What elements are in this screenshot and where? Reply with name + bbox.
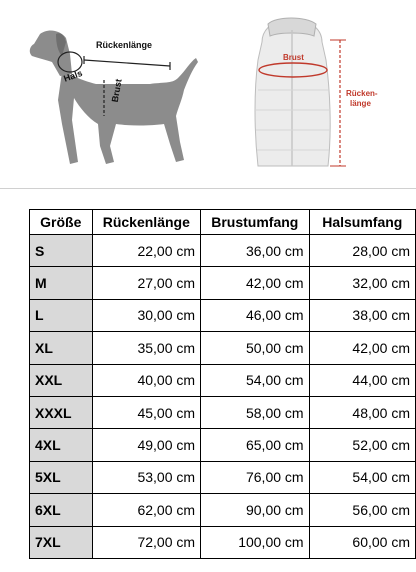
table-row: [30, 299, 416, 331]
neck-cell: 60,00 cm: [309, 526, 415, 558]
chest-cell: 46,00 cm: [201, 299, 310, 331]
table-row: [30, 332, 416, 364]
chest-cell: 42,00 cm: [201, 267, 310, 299]
size-cell: XXL: [30, 364, 93, 396]
back-cell: 45,00 cm: [92, 396, 201, 428]
measurement-illustration: [0, 0, 416, 190]
dog-label-neck: Hals: [62, 67, 84, 84]
size-cell: XL: [30, 332, 93, 364]
neck-cell: 48,00 cm: [309, 396, 415, 428]
size-cell: 6XL: [30, 494, 93, 526]
table-row: [30, 364, 416, 396]
neck-cell: 52,00 cm: [309, 429, 415, 461]
table-row: [30, 494, 416, 526]
header-size: Größe: [30, 210, 93, 235]
size-cell: XXXL: [30, 396, 93, 428]
size-cell: 7XL: [30, 526, 93, 558]
chest-cell: 58,00 cm: [201, 396, 310, 428]
chest-cell: 54,00 cm: [201, 364, 310, 396]
coat-label-chest: Brust: [283, 53, 304, 62]
table-row: [30, 429, 416, 461]
back-cell: 72,00 cm: [92, 526, 201, 558]
size-table: [29, 209, 416, 559]
back-cell: 53,00 cm: [92, 461, 201, 493]
chest-cell: 100,00 cm: [201, 526, 310, 558]
neck-cell: 54,00 cm: [309, 461, 415, 493]
neck-cell: 42,00 cm: [309, 332, 415, 364]
back-cell: 22,00 cm: [92, 235, 201, 267]
back-cell: 27,00 cm: [92, 267, 201, 299]
size-cell: M: [30, 267, 93, 299]
back-cell: 35,00 cm: [92, 332, 201, 364]
table-header-row: [30, 210, 416, 235]
table-row: [30, 396, 416, 428]
header-chest: Brustumfang: [201, 210, 310, 235]
table-row: [30, 235, 416, 267]
size-cell: 5XL: [30, 461, 93, 493]
size-cell: S: [30, 235, 93, 267]
chest-cell: 90,00 cm: [201, 494, 310, 526]
coat-label-back-2: länge: [350, 99, 371, 108]
table-row: [30, 526, 416, 558]
size-cell: L: [30, 299, 93, 331]
neck-cell: 38,00 cm: [309, 299, 415, 331]
chest-cell: 76,00 cm: [201, 461, 310, 493]
chest-cell: 36,00 cm: [201, 235, 310, 267]
chest-cell: 50,00 cm: [201, 332, 310, 364]
coat-illustration: [255, 18, 346, 166]
section-divider: [0, 188, 416, 189]
size-cell: 4XL: [30, 429, 93, 461]
chest-cell: 65,00 cm: [201, 429, 310, 461]
header-back-length: Rückenlänge: [92, 210, 201, 235]
neck-cell: 28,00 cm: [309, 235, 415, 267]
dog-label-chest: Brust: [109, 78, 124, 104]
back-cell: 40,00 cm: [92, 364, 201, 396]
back-cell: 62,00 cm: [92, 494, 201, 526]
neck-cell: 56,00 cm: [309, 494, 415, 526]
table-row: [30, 461, 416, 493]
coat-label-back-1: Rücken-: [346, 89, 378, 98]
back-cell: 49,00 cm: [92, 429, 201, 461]
back-cell: 30,00 cm: [92, 299, 201, 331]
measurement-figure: [0, 0, 416, 190]
neck-cell: 44,00 cm: [309, 364, 415, 396]
header-neck: Halsumfang: [309, 210, 415, 235]
dog-label-back: Rückenlänge: [96, 40, 153, 50]
table-row: [30, 267, 416, 299]
neck-cell: 32,00 cm: [309, 267, 415, 299]
